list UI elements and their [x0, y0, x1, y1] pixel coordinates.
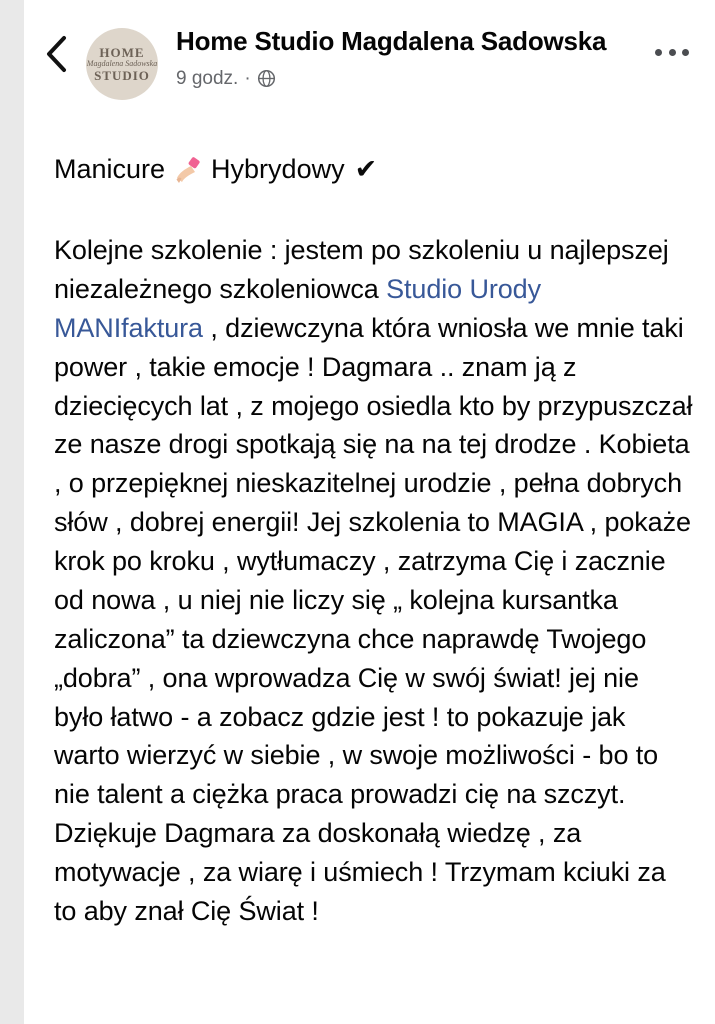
post-message-part2: , dziewczyna która wniosła we mnie taki power , takie emocje ! Dagmara .. znam ją z dziecięcych lat , z mojego osiedla kto by przypuszczał ze nasze drogi spotkają się na na tej drodze . Kobieta , o przepięknej nieskazitelnej urodzie , pełna dobrych słów , dobrej energii! Jej szkolenia to MAGIA , pokaże krok po kroku , wytłumaczy , zatrzyma Cię i zacznie od nowa , u niej nie liczy się „ kolejna kursantka zaliczona” ta dziewczyna chce naprawdę Twojego „dobra” , ona wprowadza Cię w swój świat! jej nie było łatwo - a zobacz gdzie jest ! to pokazuje jak warto wierzyć w siebie , w swoje możliwości - bo to nie talent a ciężka praca prowadzi cię na szczyt. Dziękuje Dagmara za doskonałą wiedzę , za motywacje , za wiarę i uśmiech ! Trzymam kciuki za to aby znał Cię Świat ! — [54, 312, 693, 926]
post-message — [54, 231, 693, 931]
post-header — [24, 0, 715, 100]
more-options-button[interactable] — [655, 42, 689, 62]
more-options-dot — [669, 49, 676, 56]
header-text — [176, 24, 695, 90]
avatar-logo-line3: STUDIO — [94, 68, 150, 83]
avatar-logo-line2: Magdalena Sadowska — [86, 59, 158, 68]
post-headline — [54, 152, 693, 187]
more-options-dot — [655, 49, 662, 56]
avatar-logo — [87, 46, 157, 82]
avatar[interactable] — [86, 28, 158, 100]
check-mark-icon: ✔ — [354, 154, 378, 184]
nail-polish-emoji-icon — [173, 153, 203, 186]
post-body — [24, 152, 715, 931]
page-title[interactable]: Home Studio Magdalena Sadowska — [176, 26, 607, 56]
avatar-logo-line1: HOME — [99, 45, 145, 60]
more-options-dot — [682, 49, 689, 56]
chevron-left-icon — [44, 35, 68, 73]
post-meta — [176, 68, 695, 90]
post-message-part1: Kolejne szkolenie : jestem po szkoleniu u najlepszej niezależnego szkoleniowca — [54, 235, 669, 304]
page-mention-link[interactable]: Studio Urody MANIfaktura — [54, 273, 541, 343]
meta-separator: · — [244, 67, 251, 89]
back-button[interactable] — [32, 24, 80, 84]
facebook-post-card — [24, 0, 715, 1024]
post-timestamp[interactable]: 9 godz. — [176, 67, 239, 89]
headline-text-before: Manicure — [54, 154, 166, 184]
headline-text-after: Hybrydowy — [211, 154, 345, 184]
globe-icon — [257, 69, 277, 89]
